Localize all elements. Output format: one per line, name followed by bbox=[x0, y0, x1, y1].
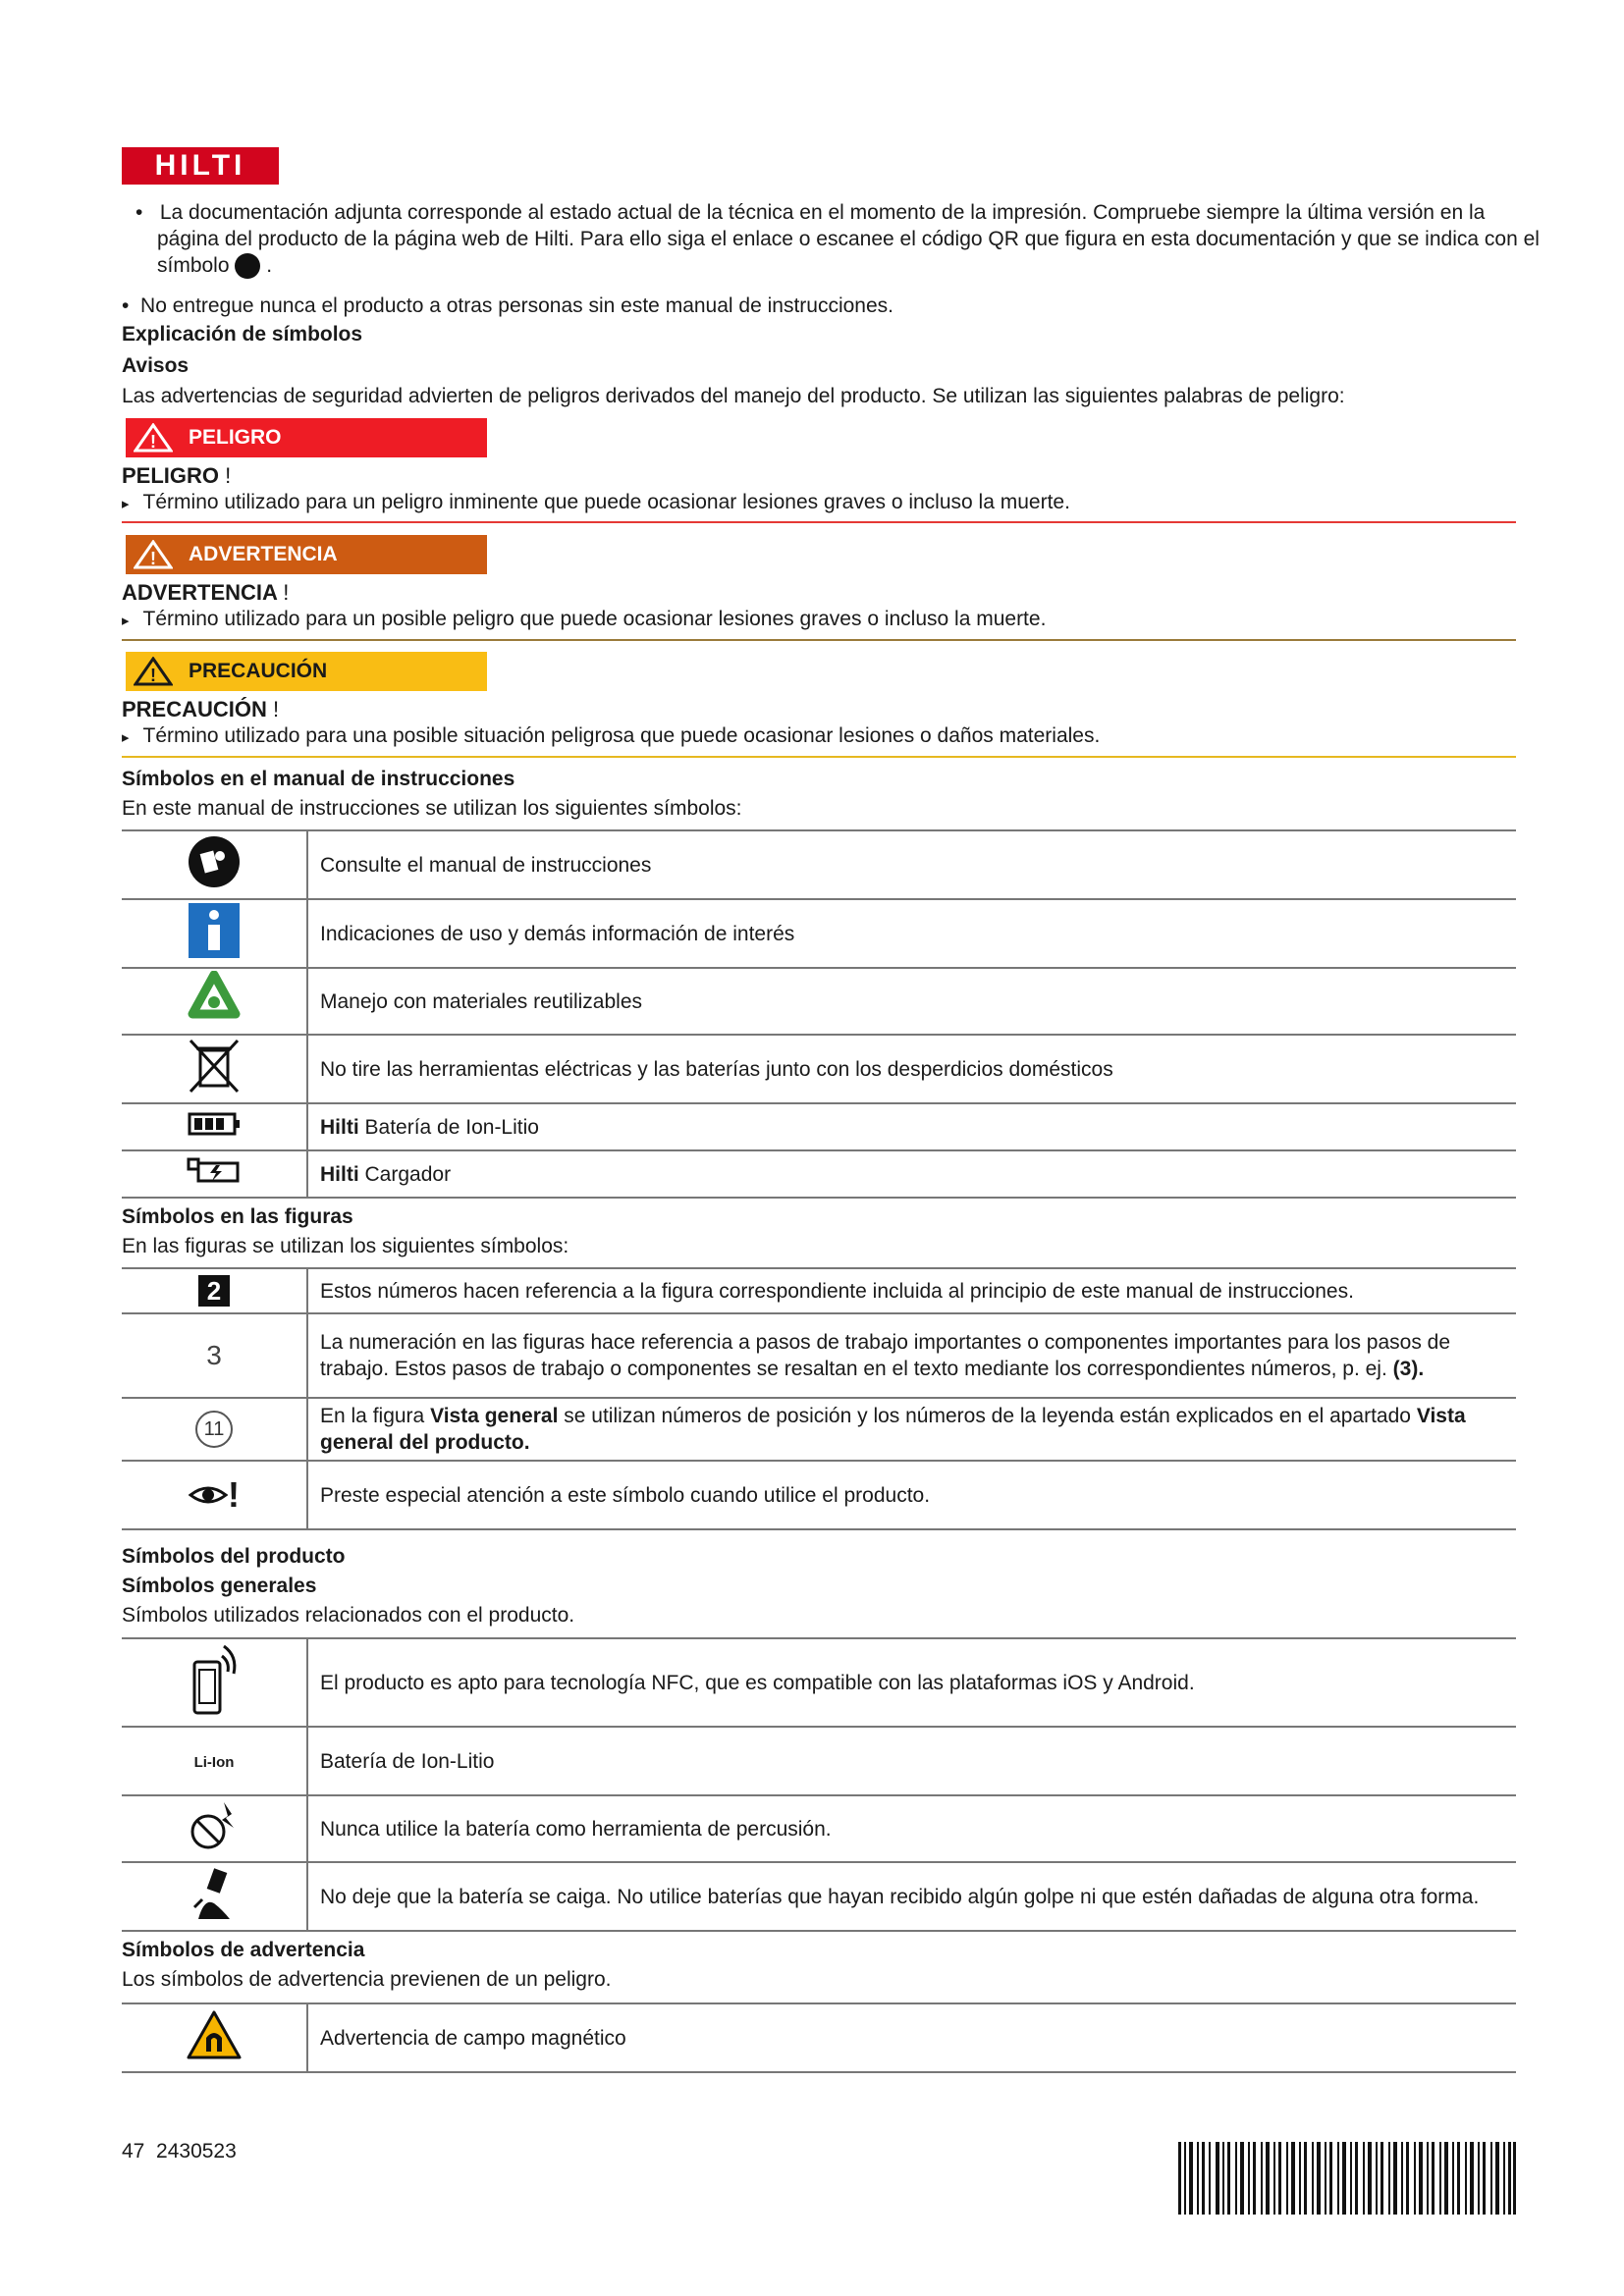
precaucion-word: PRECAUCIÓN ! bbox=[122, 697, 280, 721]
divider bbox=[122, 639, 1516, 641]
nfc-phone-icon bbox=[187, 1640, 242, 1719]
warning-symbols-title: Símbolos de advertencia bbox=[122, 1939, 365, 1961]
table-row: 11 En la figura Vista general se utilizan números de posición y los números de la leyenda están explicados en el apartado Vista general del producto. bbox=[122, 1398, 1516, 1461]
advertencia-desc: ▸ Término utilizado para un posible peligro que puede ocasionar lesiones graves o incluso la muerte. bbox=[122, 608, 1516, 631]
table-row: Hilti Cargador bbox=[122, 1150, 1516, 1198]
battery-icon bbox=[188, 1112, 241, 1136]
manual-symbols-table bbox=[122, 829, 1516, 1199]
step-number-icon: 3 bbox=[206, 1340, 222, 1370]
explanation-title: Explicación de símbolos bbox=[122, 323, 363, 346]
attention-eye-icon bbox=[189, 1483, 228, 1507]
warning-triangle-icon bbox=[134, 657, 173, 686]
precaucion-bar: ! PRECAUCIÓN bbox=[126, 652, 487, 691]
product-symbols-title: Símbolos del producto bbox=[122, 1545, 346, 1568]
qr-doc-icon bbox=[235, 253, 260, 279]
figure-symbols-title: Símbolos en las figuras bbox=[122, 1205, 353, 1228]
position-number-icon: 11 bbox=[195, 1411, 233, 1448]
doc-number: 2430523 bbox=[156, 2140, 237, 2163]
table-row: No deje que la batería se caiga. No utilice baterías que hayan recibido algún golpe ni que estén dañadas de alguna otra forma. bbox=[122, 1862, 1516, 1931]
product-symbols-subtitle: Símbolos generales bbox=[122, 1575, 317, 1597]
figure-symbols-intro: En las figuras se utilizan los siguientes símbolos: bbox=[122, 1235, 569, 1257]
divider bbox=[122, 521, 1516, 523]
crossed-bin-icon bbox=[187, 1037, 242, 1095]
advertencia-bar: ! ADVERTENCIA bbox=[126, 535, 487, 574]
warning-symbols-table bbox=[122, 2002, 1516, 2073]
advertencia-word: ADVERTENCIA ! bbox=[122, 580, 290, 605]
table-row: El producto es apto para tecnología NFC, que es compatible con las plataformas iOS y Android. bbox=[122, 1638, 1516, 1727]
charger-icon bbox=[187, 1157, 242, 1185]
no-hammer-icon bbox=[187, 1798, 242, 1853]
table-row: Consulte el manual de instrucciones bbox=[122, 830, 1516, 899]
info-icon bbox=[189, 903, 240, 958]
manual-symbols-intro: En este manual de instrucciones se utilizan los siguientes símbolos: bbox=[122, 797, 742, 820]
svg-text:!: ! bbox=[150, 432, 156, 452]
peligro-word: PELIGRO ! bbox=[122, 463, 232, 488]
table-row: Li-Ion Batería de Ion-Litio bbox=[122, 1727, 1516, 1795]
avisos-title: Avisos bbox=[122, 354, 189, 377]
table-row: Hilti Batería de Ion-Litio bbox=[122, 1103, 1516, 1150]
page-footer bbox=[122, 2140, 237, 2163]
avisos-text: Las advertencias de seguridad advierten de peligros derivados del manejo del producto. Se utilizan las siguientes palabras de peligro: bbox=[122, 385, 1345, 407]
figure-symbols-table bbox=[122, 1267, 1516, 1530]
warning-triangle-icon bbox=[134, 423, 173, 453]
product-symbols-table bbox=[122, 1637, 1516, 1932]
recycle-icon bbox=[187, 971, 242, 1026]
falling-battery-icon bbox=[187, 1864, 242, 1923]
magnet-warning-icon bbox=[187, 2010, 242, 2059]
barcode-icon bbox=[1178, 2142, 1516, 2215]
manual-symbols-title: Símbolos en el manual de instrucciones bbox=[122, 768, 515, 790]
figure-number-icon: 2 bbox=[198, 1275, 230, 1307]
peligro-desc: ▸ Término utilizado para un peligro inminente que puede ocasionar lesiones graves o incluso la muerte. bbox=[122, 491, 1516, 514]
table-row: Nunca utilice la batería como herramienta de percusión. bbox=[122, 1795, 1516, 1862]
table-row: 2 Estos números hacen referencia a la figura correspondiente incluida al principio de este manual de instrucciones. bbox=[122, 1268, 1516, 1313]
table-row: ! Preste especial atención a este símbolo cuando utilice el producto. bbox=[122, 1461, 1516, 1529]
warning-triangle-icon bbox=[134, 540, 173, 569]
manual-icon bbox=[187, 834, 242, 889]
svg-text:!: ! bbox=[150, 549, 156, 568]
table-row: No tire las herramientas eléctricas y las baterías junto con los desperdicios domésticos bbox=[122, 1035, 1516, 1103]
svg-text:!: ! bbox=[150, 666, 156, 685]
page-number: 47 bbox=[122, 2140, 145, 2163]
table-row: Indicaciones de uso y demás información de interés bbox=[122, 899, 1516, 968]
table-row: Manejo con materiales reutilizables bbox=[122, 968, 1516, 1035]
table-row: Advertencia de campo magnético bbox=[122, 2003, 1516, 2072]
table-row: 3 La numeración en las figuras hace referencia a pasos de trabajo importantes o componentes importantes para los pasos de trabajo. Estos pasos de trabajo o componentes se resaltan en el texto mediante los correspondientes números, p. ej. (3). bbox=[122, 1313, 1516, 1398]
hilti-logo: HILTI bbox=[122, 147, 279, 185]
intro-bullet-2: • No entregue nunca el producto a otras personas sin este manual de instrucciones. bbox=[122, 294, 893, 317]
intro-bullet-1: • La documentación adjunta corresponde al estado actual de la técnica en el momento de la impresión. Compruebe siempre la última versión en la página del producto de la página web de Hilti. Para ello siga el enlace o escanee el código QR que figura en esta documentación y que se indica con el símbolo . bbox=[122, 199, 1551, 279]
li-ion-icon: Li-Ion bbox=[193, 1754, 235, 1771]
precaucion-desc: ▸ Término utilizado para una posible situación peligrosa que puede ocasionar lesiones o daños materiales. bbox=[122, 724, 1516, 748]
warning-symbols-intro: Los símbolos de advertencia previenen de un peligro. bbox=[122, 1968, 612, 1991]
product-symbols-intro: Símbolos utilizados relacionados con el producto. bbox=[122, 1604, 575, 1627]
peligro-bar: ! PELIGRO bbox=[126, 418, 487, 457]
divider bbox=[122, 756, 1516, 758]
